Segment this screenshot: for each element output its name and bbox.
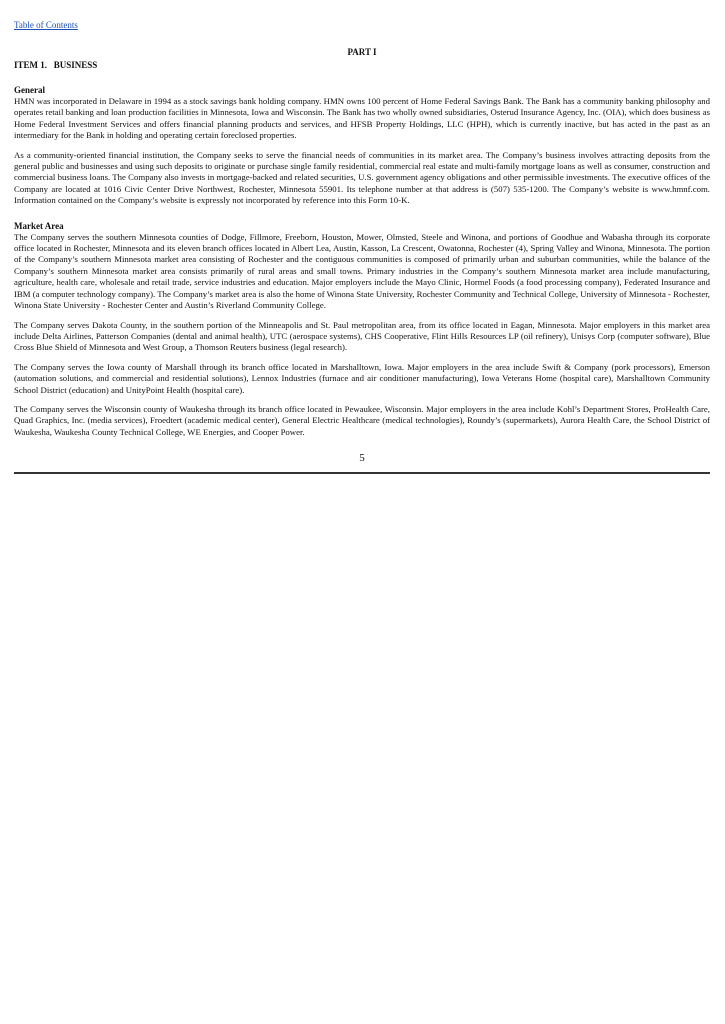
section-heading-market-area: Market Area — [14, 220, 64, 231]
paragraph-market-area-3: The Company serves the Iowa county of Marshall through its branch office located in Marshalltown, Iowa. Major employers in the area include Swift & Company (pork processors), Emerson (automation solutions, and commercial and residential solutions), Lennox Industries (furnace and air conditioner manufacturing), Iowa Veterans Home (hospital care), Marshalltown Community School District (education) and UnityPoint Health (hospital care). — [14, 361, 710, 395]
item-title: ITEM 1. BUSINESS — [14, 60, 98, 70]
document-page — [14, 15, 710, 474]
paragraph-market-area-4: The Company serves the Wisconsin county of Waukesha through its branch office located in Pewaukee, Wisconsin. Major employers in the area include Kohl’s Department Stores, ProHealth Care, Quad Graphics, Inc. (media services), Froedtert (academic medical center), General Electric Healthcare (medical technologies), Roundy’s (supermarkets), Aurora Health Care, the School District of Waukesha, Waukesha County Technical College, WE Energies, and Cooper Power. — [14, 403, 710, 437]
page-divider — [14, 472, 710, 474]
paragraph-market-area-2: The Company serves Dakota County, in the southern portion of the Minneapolis and St. Paul metropolitan area, from its office located in Eagan, Minnesota. Major employers in this market area include Delta Airlines, Patterson Companies (dental and animal health), UTC (aerospace systems), CHS Cooperative, Flint Hills Resources LP (oil refinery), Unisys Corp (computer software), Blue Cross Blue Shield of Minnesota and West Group, a Thomson Reuters business (legal research). — [14, 319, 710, 353]
section-heading-general: General — [14, 85, 45, 95]
paragraph-general-1: HMN was incorporated in Delaware in 1994 as a stock savings bank holding company. HMN owns 100 percent of Home Federal Savings Bank. The Bank has a community banking philosophy and operates retail banking and loan production facilities in Minnesota, Iowa and Wisconsin. The Bank has two wholly owned subsidiaries, Osterud Insurance Agency, Inc. (OIA), which does business as Home Federal Investment Services and offers financial planning products and services, and HFSB Property Holdings, LLC (HPH), which is currently inactive, but has acted in the past as an intermediary for the Bank in holding and operating certain foreclosed properties. — [14, 96, 710, 141]
paragraph-general-2: As a community-oriented financial institution, the Company seeks to serve the financial needs of communities in its market area. The Company’s business involves attracting deposits from the general public and businesses and using such deposits to originate or purchase single family residential, commercial real estate and multi-family mortgage loans as well as consumer, construction and commercial business loans. The Company also invests in mortgage-backed and related securities, U.S. government agency obligations and other permissible investments. The executive offices of the Company are located at 1016 Civic Center Drive Northwest, Rochester, Minnesota 55901. Its telephone number at that address is (507) 535-1200. The Company’s website is www.hmnf.com. Information contained on the Company’s website is expressly not incorporated by reference into this Form 10-K. — [14, 149, 710, 206]
part-title: PART I — [347, 47, 377, 57]
table-of-contents-link[interactable]: Table of Contents — [14, 20, 78, 30]
paragraph-market-area-1: The Company serves the southern Minnesota counties of Dodge, Fillmore, Freeborn, Houston, Mower, Olmsted, Steele and Winona, and portions of Goodhue and Wabasha through its corporate office located in Rochester, Minnesota and its eleven branch offices located in Albert Lea, Austin, Kasson, La Crescent, Owatonna, Rochester (4), Spring Valley and Winona, Minnesota. The portion of the Company’s southern Minnesota market area consisting of Rochester and the contiguous communities is composed of primarily urban and suburban communities, while the balance of the Company’s southern Minnesota market area consists primarily of rural areas and small towns. Primary industries in the Company’s southern Minnesota market area include manufacturing, agriculture, health care, wholesale and retail trade, service industries and education. Major employers include the Mayo Clinic, Hormel Foods (a food processing company), Federated Insurance and IBM (a computer technology company). The Company’s market area is also the home of Winona State University, Rochester Community and Technical College, University of Minnesota - Rochester, Winona State University - Rochester Center and Austin’s Riverland Community College. — [14, 231, 710, 311]
page-number: 5 — [359, 452, 365, 465]
